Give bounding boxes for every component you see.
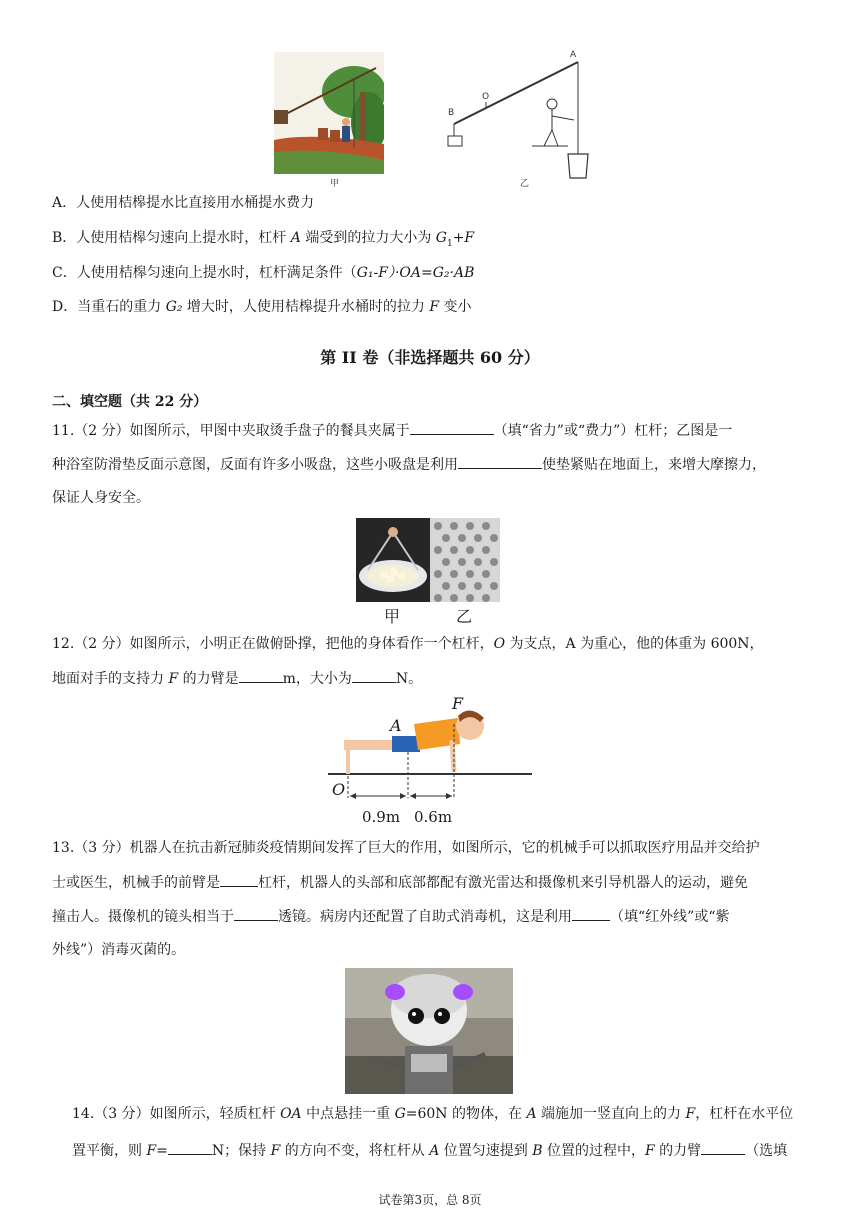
option-c: C．人使用桔槔匀速向上提水时，杠杆满足条件（G₁-F）·OA=G₂·AB xyxy=(52,265,475,281)
option-b: B．人使用桔槔匀速向上提水时，杠杆 A 端受到的拉力大小为 $G_1+F$ xyxy=(52,230,475,249)
q11-line-3: 保证人身安全。 xyxy=(52,490,150,506)
q11-caption-jia: 甲 xyxy=(384,607,401,626)
q12-line-2: 地面对手的支持力 F 的力臂是 m，大小为 N。 xyxy=(52,668,422,689)
answer-blank[interactable] xyxy=(168,1140,212,1155)
answer-blank[interactable] xyxy=(234,906,278,921)
label-a: A xyxy=(570,50,577,60)
label-b: B xyxy=(448,108,455,118)
q12-line-1: 12.（2 分）如图所示，小明正在做俯卧撑，把他的身体看作一个杠杆，O 为支点，A 为重心，他的体重为 600N， xyxy=(52,636,764,652)
label-f: F xyxy=(452,694,464,713)
answer-blank[interactable] xyxy=(410,420,494,435)
figure-caption-jia: 甲 xyxy=(330,179,340,189)
label-0-9m: 0.9m xyxy=(362,808,401,826)
answer-blank[interactable] xyxy=(458,454,542,469)
figure-well-sweep-illustration xyxy=(274,52,384,174)
answer-blank[interactable] xyxy=(239,668,283,683)
label-o: O xyxy=(482,92,490,102)
option-d: D．当重石的重力 G₂ 增大时，人使用桔槔提升水桶时的拉力 F 变小 xyxy=(52,299,472,315)
q13-line-2: 士或医生，机械手的前臂是 杠杆，机器人的头部和底部都配有激光雷达和摄像机来引导机器人的运动，避免 xyxy=(52,872,748,893)
figure-mat-photo xyxy=(430,518,500,602)
q13-line-4: 外线”）消毒灭菌的。 xyxy=(52,942,186,958)
figure-caption-yi: 乙 xyxy=(520,179,530,189)
q14-line-1: 14.（3 分）如图所示，轻质杠杆 OA 中点悬挂一重 G=60N 的物体，在 A 端施加一竖直向上的力 F，杠杆在水平位 xyxy=(72,1106,794,1122)
figure-lever-diagram xyxy=(440,50,600,186)
option-a: A．人使用桔槔提水比直接用水桶提水费力 xyxy=(52,195,315,211)
answer-blank[interactable] xyxy=(220,872,258,887)
figure-robot-photo xyxy=(345,968,513,1094)
answer-blank[interactable] xyxy=(352,668,396,683)
section-title: 第 II 卷（非选择题共 60 分） xyxy=(320,348,540,367)
q11-caption-yi: 乙 xyxy=(456,607,473,626)
q13-line-3: 撞击人。摄像机的镜头相当于 透镜。病房内还配置了自助式消毒机，这是利用 （填“红外线”或“紫 xyxy=(52,906,729,927)
answer-blank[interactable] xyxy=(572,906,610,921)
q11-line-1: 11.（2 分）如图所示，甲图中夹取烫手盘子的餐具夹属于 （填“省力”或“费力”）杠杆；乙图是一 xyxy=(52,420,732,441)
answer-blank[interactable] xyxy=(701,1140,745,1155)
section-subtitle: 二、填空题（共 22 分） xyxy=(52,394,208,410)
page-footer: 试卷第3页，总 8页 xyxy=(378,1193,482,1207)
label-0-6m: 0.6m xyxy=(414,808,453,826)
label-o: O xyxy=(332,780,346,799)
figure-pushup xyxy=(328,694,538,834)
q14-line-2: 置平衡，则 F= N；保持 F 的方向不变，将杠杆从 A 位置匀速提到 B 位置的过程中，F 的力臂 （选填 xyxy=(72,1140,787,1161)
figure-tongs-photo xyxy=(356,518,430,602)
q13-line-1: 13.（3 分）机器人在抗击新冠肺炎疫情期间发挥了巨大的作用，如图所示，它的机械手可以抓取医疗用品并交给护 xyxy=(52,840,760,856)
label-a: A xyxy=(390,716,402,735)
q11-line-2: 种浴室防滑垫反面示意图，反面有许多小吸盘，这些小吸盘是利用 使垫紧贴在地面上，来增大摩擦力， xyxy=(52,454,766,475)
